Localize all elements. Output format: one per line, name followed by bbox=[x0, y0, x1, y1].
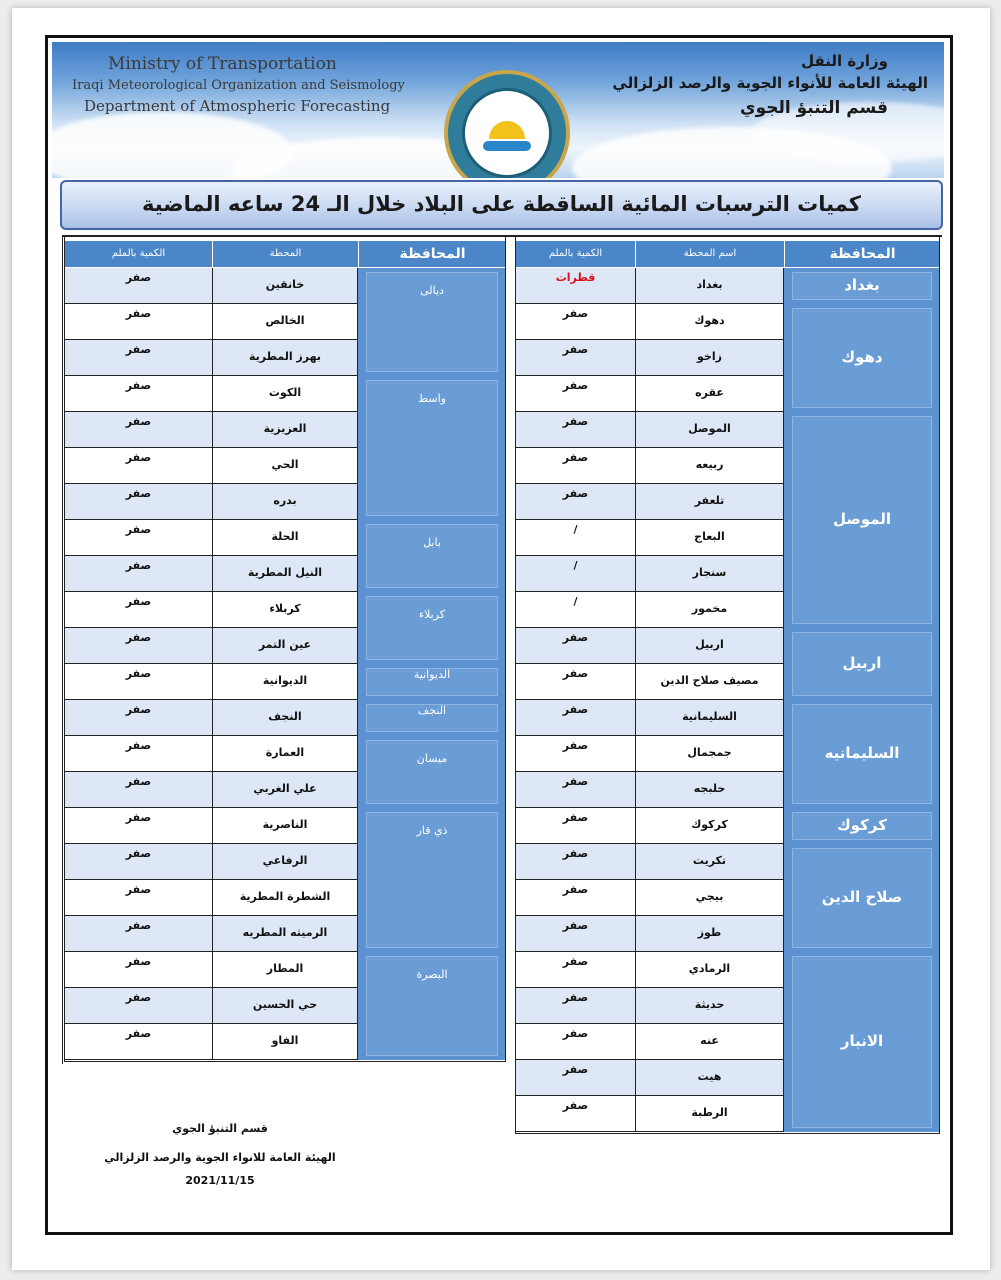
footer-org: الهيئة العامة للانواء الجوية والرصد الزلزالي bbox=[104, 1151, 336, 1164]
left-station-cell: كربلاء bbox=[212, 592, 358, 628]
right-station-cell: السليمانية bbox=[635, 700, 784, 736]
left-governorate-cell bbox=[358, 592, 506, 664]
right-amount-cell: صفر bbox=[515, 1060, 635, 1096]
right-amount-cell: صفر bbox=[515, 772, 635, 808]
right-governorate-label: الانبار bbox=[840, 1032, 884, 1050]
left-station-cell: خانقين bbox=[212, 268, 358, 304]
left-station-cell: الرفاعي bbox=[212, 844, 358, 880]
right-station-cell: مخمور bbox=[635, 592, 784, 628]
right-governorate-cell bbox=[784, 628, 940, 700]
right-amount-cell: صفر bbox=[515, 448, 635, 484]
right-station-cell: مصيف صلاح الدين bbox=[635, 664, 784, 700]
page-title: كميات الترسبات المائية الساقطة على البلاد خلال الـ 24 ساعه الماضية bbox=[60, 180, 943, 230]
left-governorate-cell bbox=[358, 268, 506, 376]
right-amount-cell: صفر bbox=[515, 628, 635, 664]
left-amount-cell: صفر bbox=[64, 772, 212, 808]
left-amount-cell: صفر bbox=[64, 592, 212, 628]
right-amount-cell: صفر bbox=[515, 916, 635, 952]
right-governorate-label: كركوك bbox=[837, 816, 887, 834]
right-station-cell: الرطبة bbox=[635, 1096, 784, 1132]
left-station-cell: المطار bbox=[212, 952, 358, 988]
left-station-cell: العمارة bbox=[212, 736, 358, 772]
left-header-governorate: المحافظة bbox=[358, 241, 506, 267]
right-header-station: اسم المحطة bbox=[635, 241, 784, 267]
left-station-cell: الديوانية bbox=[212, 664, 358, 700]
right-station-cell: الرمادي bbox=[635, 952, 784, 988]
right-station-cell: الموصل bbox=[635, 412, 784, 448]
left-governorate-label: ميسان bbox=[416, 752, 448, 765]
right-amount-cell: صفر bbox=[515, 412, 635, 448]
left-amount-cell: صفر bbox=[64, 556, 212, 592]
right-station-cell: زاخو bbox=[635, 340, 784, 376]
right-governorate-label: بغداد bbox=[844, 276, 880, 294]
right-station-cell: ربيعه bbox=[635, 448, 784, 484]
right-amount-cell: صفر bbox=[515, 664, 635, 700]
footer-date: 2021/11/15 bbox=[185, 1174, 255, 1187]
header-en-dept: Department of Atmospheric Forecasting bbox=[84, 97, 391, 115]
right-station-cell: عقره bbox=[635, 376, 784, 412]
right-station-cell: طوز bbox=[635, 916, 784, 952]
left-station-cell: الناصرية bbox=[212, 808, 358, 844]
right-amount-cell: صفر bbox=[515, 808, 635, 844]
right-governorate-cell bbox=[784, 268, 940, 304]
left-governorate-label: البصرة bbox=[416, 968, 448, 981]
left-amount-cell: صفر bbox=[64, 448, 212, 484]
left-governorate-label: بابل bbox=[423, 536, 441, 549]
right-amount-cell: / bbox=[515, 556, 635, 592]
right-station-cell: بغداد bbox=[635, 268, 784, 304]
left-governorate-label: واسط bbox=[417, 392, 447, 405]
header-english bbox=[72, 54, 405, 115]
left-station-cell: حي الحسين bbox=[212, 988, 358, 1024]
right-governorate-label: صلاح الدين bbox=[821, 888, 903, 906]
left-governorate-cell bbox=[358, 700, 506, 736]
left-governorate-label: كربلاء bbox=[418, 608, 446, 621]
right-amount-cell: صفر bbox=[515, 952, 635, 988]
right-station-cell: حلبجه bbox=[635, 772, 784, 808]
right-station-cell: اربيل bbox=[635, 628, 784, 664]
left-governorate-cell bbox=[358, 952, 506, 1060]
right-amount-cell: / bbox=[515, 592, 635, 628]
left-governorate-cell bbox=[358, 520, 506, 592]
right-amount-cell: صفر bbox=[515, 1024, 635, 1060]
right-station-cell: سنجار bbox=[635, 556, 784, 592]
right-amount-cell: صفر bbox=[515, 844, 635, 880]
left-amount-cell: صفر bbox=[64, 1024, 212, 1060]
left-station-cell: العزيزية bbox=[212, 412, 358, 448]
left-station-cell: الحلة bbox=[212, 520, 358, 556]
left-station-cell: بدره bbox=[212, 484, 358, 520]
right-amount-cell: / bbox=[515, 520, 635, 556]
left-station-cell: الشطرة المطرية bbox=[212, 880, 358, 916]
right-amount-cell: صفر bbox=[515, 880, 635, 916]
left-governorate-label: الديوانية bbox=[413, 668, 451, 681]
right-amount-cell: صفر bbox=[515, 700, 635, 736]
right-governorate-label: اربيل bbox=[842, 654, 882, 672]
left-station-cell: الكوت bbox=[212, 376, 358, 412]
right-amount-cell: صفر bbox=[515, 484, 635, 520]
right-station-cell: حديثة bbox=[635, 988, 784, 1024]
right-station-cell: تكريت bbox=[635, 844, 784, 880]
left-governorate-cell bbox=[358, 736, 506, 808]
right-station-cell: تلعفر bbox=[635, 484, 784, 520]
left-amount-cell: صفر bbox=[64, 952, 212, 988]
left-amount-cell: صفر bbox=[64, 988, 212, 1024]
left-header-station: المحطة bbox=[212, 241, 358, 267]
left-amount-cell: صفر bbox=[64, 304, 212, 340]
right-station-cell: بيجي bbox=[635, 880, 784, 916]
left-header-amount: الكمية بالملم bbox=[64, 241, 212, 267]
footer-dept: قسم التنبؤ الجوي bbox=[172, 1122, 268, 1135]
left-station-cell: علي الغربي bbox=[212, 772, 358, 808]
header-ar-ministry: وزارة النقل bbox=[801, 52, 888, 70]
left-amount-cell: صفر bbox=[64, 340, 212, 376]
right-station-cell: جمجمال bbox=[635, 736, 784, 772]
right-amount-cell: صفر bbox=[515, 340, 635, 376]
right-amount-cell: صفر bbox=[515, 376, 635, 412]
left-amount-cell: صفر bbox=[64, 376, 212, 412]
organization-logo-icon bbox=[444, 70, 570, 178]
tables-area bbox=[62, 235, 942, 1155]
right-governorate-label: السليمانيه bbox=[824, 744, 900, 762]
left-governorate-cell bbox=[358, 376, 506, 520]
right-station-cell: عنه bbox=[635, 1024, 784, 1060]
left-station-cell: الفاو bbox=[212, 1024, 358, 1060]
right-governorate-cell bbox=[784, 412, 940, 628]
left-amount-cell: صفر bbox=[64, 844, 212, 880]
left-amount-cell: صفر bbox=[64, 736, 212, 772]
right-governorate-label: الموصل bbox=[832, 510, 892, 528]
left-governorate-label: ديالى bbox=[420, 284, 444, 297]
left-station-cell: النجف bbox=[212, 700, 358, 736]
left-amount-cell: صفر bbox=[64, 808, 212, 844]
right-header-governorate: المحافظة bbox=[784, 241, 940, 267]
right-governorate-cell bbox=[784, 844, 940, 952]
left-station-cell: الخالص bbox=[212, 304, 358, 340]
left-station-cell: الحي bbox=[212, 448, 358, 484]
left-amount-cell: صفر bbox=[64, 484, 212, 520]
left-amount-cell: صفر bbox=[64, 520, 212, 556]
header-ar-dept: قسم التنبؤ الجوي bbox=[740, 98, 888, 118]
left-station-cell: عين التمر bbox=[212, 628, 358, 664]
header-ar-org: الهيئة العامة للأنواء الجوية والرصد الزلزالي bbox=[612, 74, 928, 92]
right-governorate-cell bbox=[784, 700, 940, 808]
right-governorate-cell bbox=[784, 304, 940, 412]
right-header-amount: الكمية بالملم bbox=[515, 241, 635, 267]
right-governorate-cell bbox=[784, 808, 940, 844]
left-amount-cell: صفر bbox=[64, 664, 212, 700]
header-arabic bbox=[612, 52, 928, 118]
left-governorate-cell bbox=[358, 664, 506, 700]
right-amount-cell: قطرات bbox=[515, 268, 635, 304]
left-amount-cell: صفر bbox=[64, 412, 212, 448]
left-station-cell: النيل المطرية bbox=[212, 556, 358, 592]
left-amount-cell: صفر bbox=[64, 880, 212, 916]
left-governorate-label: النجف bbox=[417, 704, 447, 717]
left-amount-cell: صفر bbox=[64, 268, 212, 304]
header-en-org: Iraqi Meteorological Organization and Seismology bbox=[72, 78, 405, 93]
left-governorate-label: ذي قار bbox=[416, 824, 448, 837]
right-governorate-label: دهوك bbox=[841, 348, 883, 366]
header-banner bbox=[52, 42, 944, 178]
right-station-cell: هيت bbox=[635, 1060, 784, 1096]
right-amount-cell: صفر bbox=[515, 304, 635, 340]
right-governorate-cell bbox=[784, 952, 940, 1132]
left-amount-cell: صفر bbox=[64, 700, 212, 736]
right-amount-cell: صفر bbox=[515, 988, 635, 1024]
left-amount-cell: صفر bbox=[64, 628, 212, 664]
left-governorate-cell bbox=[358, 808, 506, 952]
left-amount-cell: صفر bbox=[64, 916, 212, 952]
header-en-ministry: Ministry of Transportation bbox=[108, 54, 337, 74]
right-station-cell: دهوك bbox=[635, 304, 784, 340]
right-station-cell: البعاج bbox=[635, 520, 784, 556]
right-amount-cell: صفر bbox=[515, 736, 635, 772]
right-station-cell: كركوك bbox=[635, 808, 784, 844]
left-station-cell: بهرز المطرية bbox=[212, 340, 358, 376]
left-station-cell: الرميثه المطريه bbox=[212, 916, 358, 952]
right-amount-cell: صفر bbox=[515, 1096, 635, 1132]
